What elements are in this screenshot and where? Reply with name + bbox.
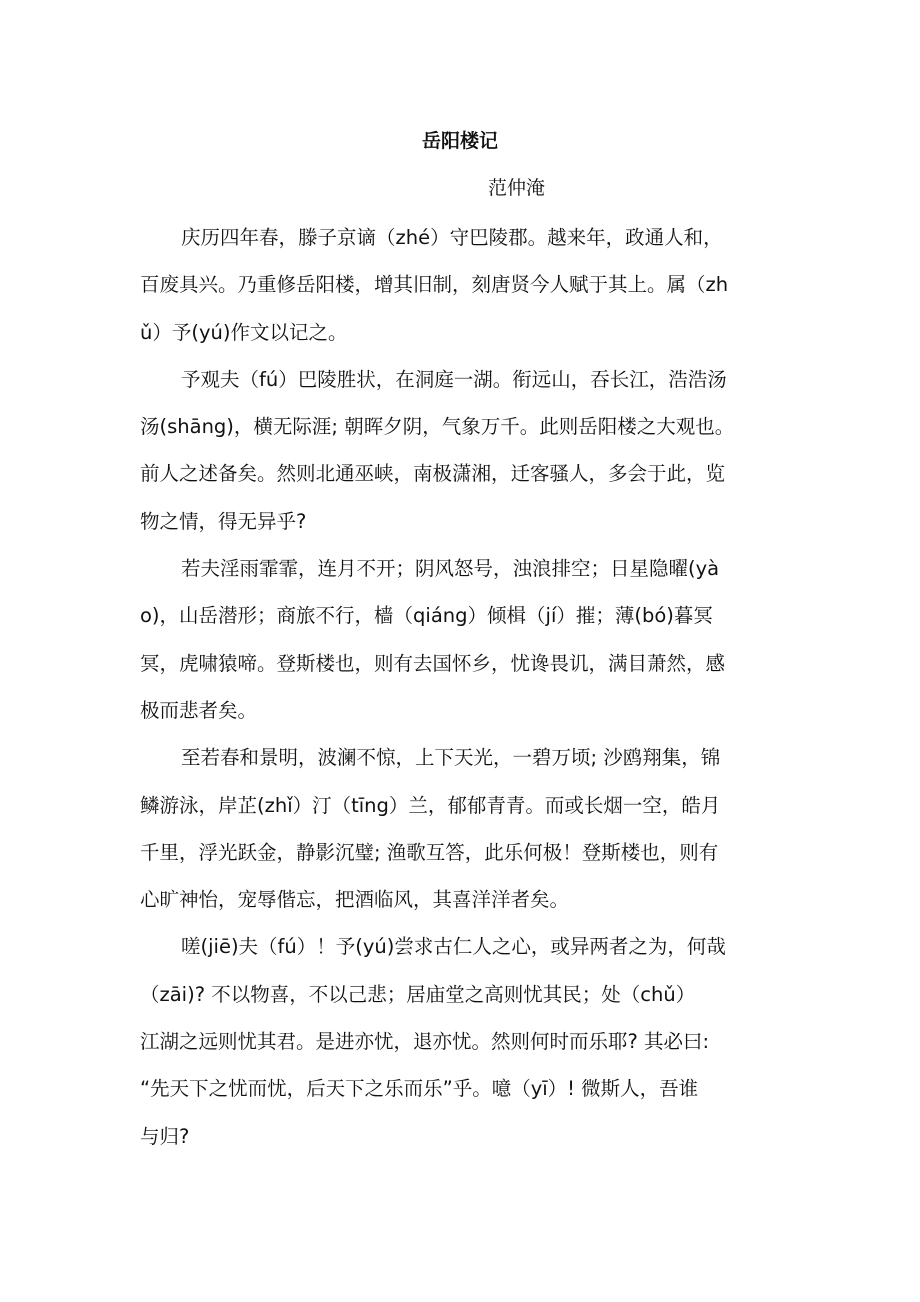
text-line: 心旷神怡，宠辱偕忘，把酒临风，其喜洋洋者矣。 — [140, 888, 570, 912]
paragraph-4 — [140, 734, 782, 923]
text-line: 庆历四年春，滕子京谪（zhé）守巴陵郡。越来年，政通人和， — [181, 226, 723, 249]
document-author: 范仲淹 — [488, 177, 546, 199]
text-line: （zāi)? 不以物喜，不以己悲；居庙堂之高则忧其民；处（chǔ） — [140, 982, 696, 1006]
document-body — [140, 214, 782, 1160]
text-line: ǔ）予(yú)作文以记之。 — [140, 320, 348, 344]
text-line: 汤(shāng)，横无际涯; 朝晖夕阴，气象万千。此则岳阳楼之大观也。 — [140, 415, 735, 439]
paragraph-3 — [140, 545, 782, 734]
text-line: 极而悲者矣。 — [140, 698, 258, 722]
document-title: 岳阳楼记 — [421, 130, 498, 152]
text-line: 至若春和景明，波澜不惊，上下天光，一碧万顷; 沙鸥翔集，锦 — [181, 746, 721, 770]
text-line: o)，山岳潜形；商旅不行，樯（qiáng）倾楫（jí）摧；薄(bó)暮冥 — [140, 604, 713, 628]
text-line: 若夫淫雨霏霏，连月不开；阴风怒号，浊浪排空；日星隐曜(yà — [181, 557, 720, 581]
text-line: 江湖之远则忧其君。是进亦忧，退亦忧。然则何时而乐耶? 其必曰: — [140, 1030, 710, 1054]
text-line: 与归? — [140, 1124, 190, 1148]
text-line: 冥，虎啸猿啼。登斯楼也，则有去国怀乡，忧谗畏讥，满目萧然，感 — [140, 651, 726, 675]
text-line: 嗟(jiē)夫（fú）！予(yú)尝求古仁人之心，或异两者之为，何哉 — [181, 935, 726, 959]
paragraph-1 — [140, 214, 782, 356]
text-line: 前人之述备矣。然则北通巫峡，南极潇湘，迁客骚人，多会于此，览 — [140, 462, 726, 486]
text-line: 百废具兴。乃重修岳阳楼，增其旧制，刻唐贤今人赋于其上。属（zh — [140, 273, 729, 297]
text-line: 予观夫（fú）巴陵胜状，在洞庭一湖。衔远山，吞长江，浩浩汤 — [181, 367, 727, 391]
text-line: “先天下之忧而忧，后天下之乐而乐”乎。噫（yī）! 微斯人，吾谁 — [140, 1077, 699, 1101]
paragraph-5 — [140, 923, 782, 1159]
text-line: 物之情，得无异乎? — [140, 509, 307, 533]
paragraph-2 — [140, 356, 782, 545]
text-line: 千里，浮光跃金，静影沉璧; 渔歌互答，此乐何极！登斯楼也，则有 — [140, 840, 719, 864]
text-line: 鳞游泳，岸芷(zhǐ）汀（tīng）兰，郁郁青青。而或长烟一空，皓月 — [140, 793, 721, 817]
